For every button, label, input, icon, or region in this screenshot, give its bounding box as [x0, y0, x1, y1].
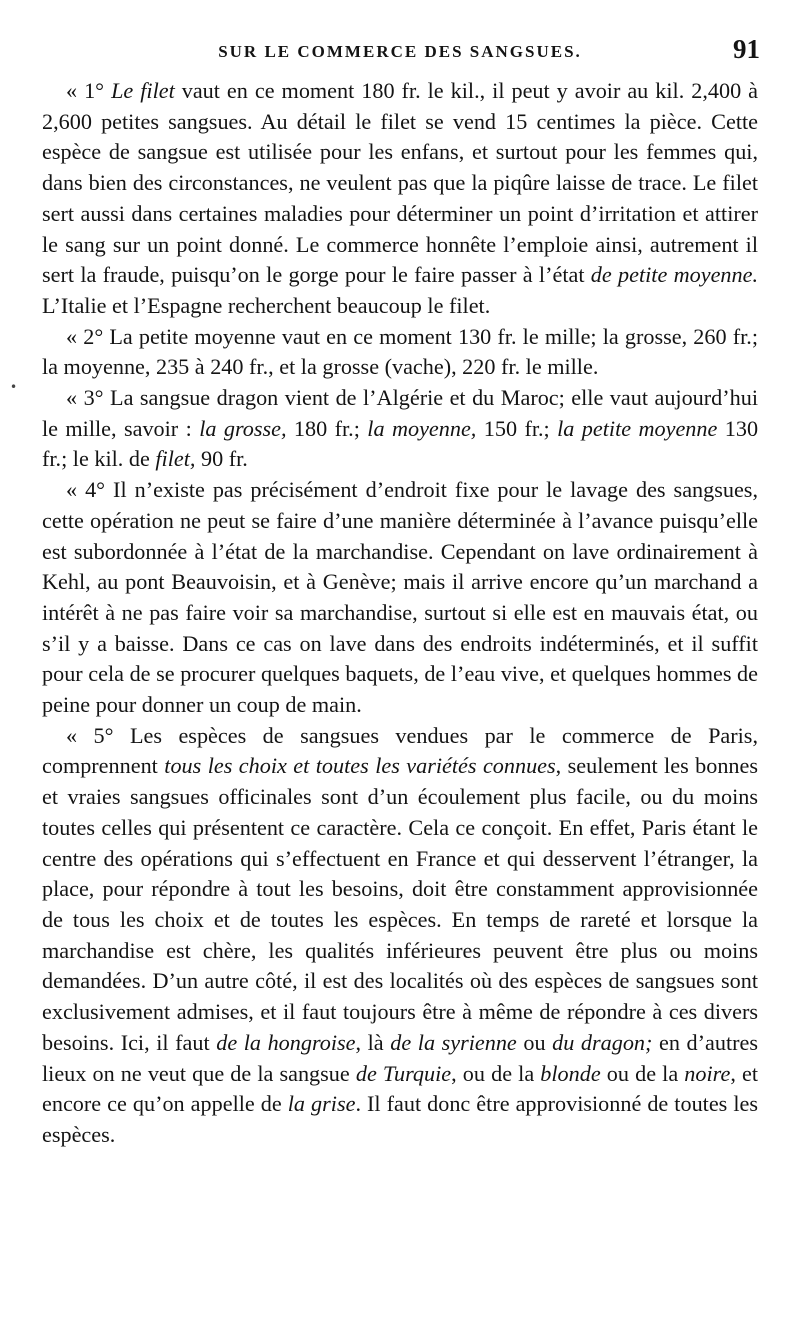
paragraph — [42, 475, 758, 721]
text-run: ou de la — [600, 1060, 685, 1086]
text-run: , et encore ce qu’on appelle de — [42, 1060, 758, 1117]
text-run: 90 fr. — [195, 446, 248, 472]
text-run: L’Italie et l’Espagne recherchent beaucoup le filet. — [42, 292, 491, 318]
running-head: SUR LE COMMERCE DES SANGSUES. — [218, 42, 582, 61]
text-run: « 5° Les espèces de sangsues vendues par le commerce de Paris, comprennent — [42, 722, 758, 779]
margin-speck: • — [10, 380, 18, 394]
text-run: , seulement les bonnes et vraies sangsues officinales sont d’un écoulement plus facile, ou du moins toutes celles qui présentent ce caractère. Cela ce conçoit. En effet, Paris étant le centre des opérations qui s’effectuent en France et qui desservent l’étranger, la place, pour répondre à tout les besoins, doit être constamment approvisionnée de tous les choix et de toutes les espèces. En temps de rareté et lorsque la marchandise est chère, les qualités inférieures peuvent être plus ou moins demandées. D’un autre côté, il est des localités où des espèces de sangsues sont exclusivement admises, et il faut toujours être à même de répondre à ces divers besoins. Ici, il faut — [42, 753, 759, 1055]
italic-run: blonde — [540, 1060, 601, 1086]
text-run: 130 fr.; le kil. de — [42, 415, 759, 472]
paragraph — [42, 383, 758, 475]
italic-run: la moyenne, — [367, 415, 477, 441]
body-text — [42, 76, 758, 1151]
italic-run: de Turquie — [355, 1060, 452, 1086]
text-run: « 4° Il n’existe pas précisément d’endroit fixe pour le lavage des sangsues, cette opération ne peut se faire d’une manière déterminée à l’avance puisqu’elle est subordonnée à l’état de la marchandise. Cependant on lave ordinairement à Kehl, au pont Beauvoisin, et à Genève; mais il arrive encore qu’un marchand a intérêt à ne pas faire voir sa marchandise, surtout si elle est en mauvais état, ou s’il y a baisse. Dans ce cas on lave dans des endroits indéterminés, et il suffit pour cela de se procurer quelques baquets, de l’eau vive, et quelques hommes de peine pour donner un coup de main. — [42, 477, 758, 718]
text-run: « 2° La petite moyenne vaut en ce moment 130 fr. le mille; la grosse, 260 fr.; la moyenne, 235 à 240 fr., et la grosse (vache), 220 fr. le mille. — [42, 323, 758, 380]
italic-run: Le filet — [111, 78, 175, 103]
italic-run: la grise — [287, 1091, 356, 1117]
page-header — [40, 34, 760, 74]
text-run: vaut en ce moment 180 fr. le kil., il peut y avoir au kil. 2,400 à 2,600 petites sangsues. Au détail le filet se vend 15 centimes la pièce. Cette espèce de sangsue est utilisée pour les enfans, et surtout pour les femmes qui, dans bien des circonstances, ne veulent pas que la piqûre laisse de trace. Le filet sert aussi dans certaines maladies pour déterminer un point d’irritation et attirer le sang sur un point donné. Le commerce honnête l’emploie ainsi, autrement il sert la fraude, puisqu’on le gorge pour le faire passer à l’état — [42, 78, 758, 288]
text-run: ou — [516, 1029, 553, 1055]
italic-run: noire — [684, 1060, 731, 1086]
italic-run: de la hongroise — [216, 1029, 356, 1055]
italic-run: du dragon; — [552, 1029, 653, 1055]
italic-run: de la syrienne — [390, 1029, 517, 1055]
italic-run: tous les choix et toutes les variétés connues — [164, 753, 556, 779]
italic-run: de petite moyenne. — [590, 262, 758, 288]
text-run: « 1° — [66, 78, 112, 103]
italic-run: filet, — [155, 446, 196, 472]
italic-run: la petite moyenne — [557, 415, 718, 441]
paragraph — [42, 322, 758, 383]
page-number: 91 — [733, 34, 760, 64]
italic-run: la grosse, — [199, 415, 287, 441]
paragraph — [42, 76, 758, 322]
paragraph — [42, 721, 758, 1151]
text-run: , ou de la — [451, 1060, 541, 1086]
text-run: en d’autres lieux on ne veut que de la sangsue — [42, 1029, 758, 1086]
text-run: 150 fr.; — [476, 415, 558, 441]
text-run: , là — [355, 1029, 391, 1055]
text-run: 180 fr.; — [286, 415, 368, 441]
text-run: . Il faut donc être approvisionné de toutes les espèces. — [42, 1091, 758, 1147]
text-run: « 3° La sangsue dragon vient de l’Algérie et du Maroc; elle vaut aujourd’hui le mille, savoir : — [42, 385, 758, 441]
